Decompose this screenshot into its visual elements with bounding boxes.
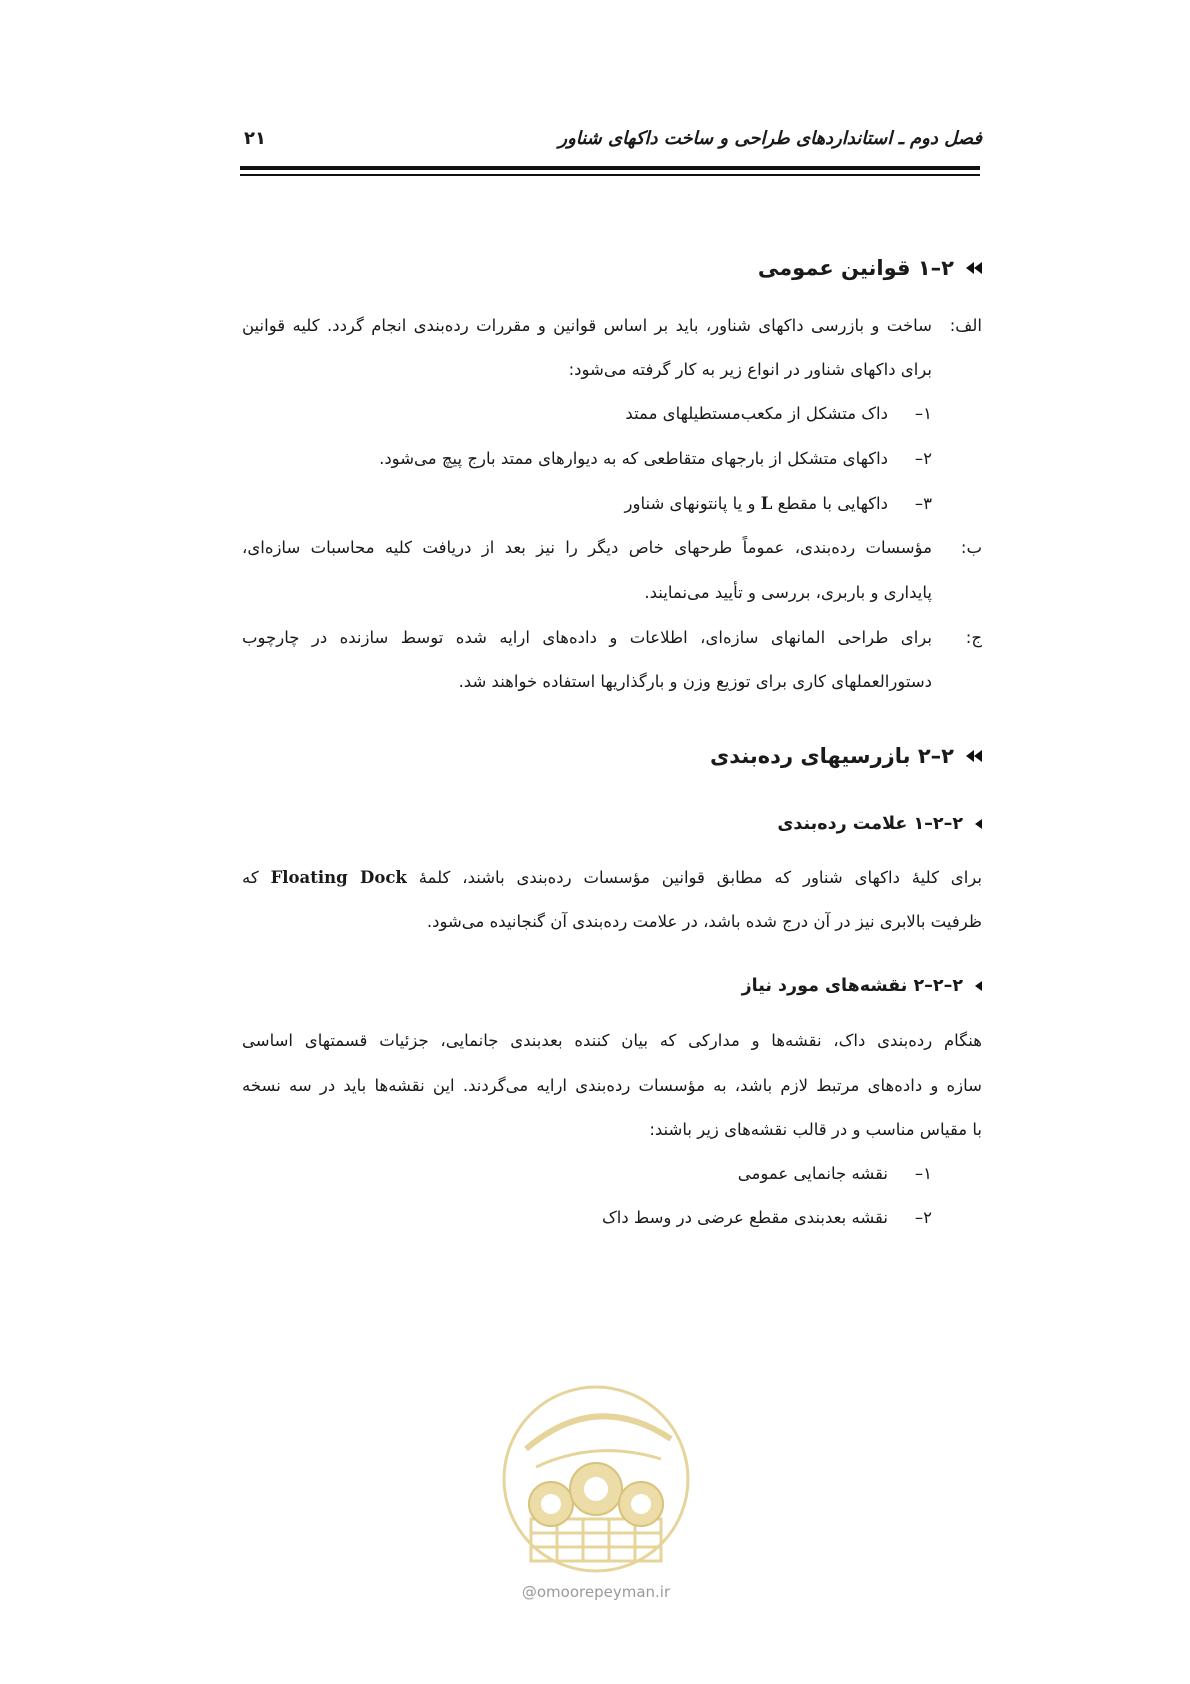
floating-dock-term: Floating Dock (270, 868, 407, 887)
running-head: فصل دوم ـ استانداردهای طراحی و ساخت داکهای شناور (558, 128, 982, 149)
sub1-text-before: برای کلیهٔ داکهای شناور که مطابق قوانین مؤسسات رده‌بندی باشند، کلمهٔ (418, 868, 982, 887)
item-a-line-2: برای داکهای شناور در انواع زیر به کار گرفته می‌شود: (568, 360, 932, 379)
list-item-3-latin: L (760, 494, 773, 513)
item-marker-b: ب: (960, 538, 982, 557)
list-item-1: نقشه جانمایی عمومی (737, 1164, 888, 1183)
subsection-title: ۲–۲–۲ نقشه‌های مورد نیاز (741, 976, 963, 996)
list-item-3 (625, 494, 888, 513)
sub2-line-3: با مقیاس مناسب و در قالب نقشه‌های زیر باشند: (649, 1120, 982, 1139)
header-rule-thin (240, 174, 980, 176)
double-arrow-bullet-icon (966, 262, 982, 274)
subsection-title: ۲–۲–۱ علامت رده‌بندی (777, 814, 963, 834)
header-rule-thick (240, 166, 980, 170)
sub2-line-1: هنگام رده‌بندی داک، نقشه‌ها و مدارکی که بیان کننده بعدبندی جانمایی، جزئیات قسمتهای اساسی (242, 1031, 982, 1050)
arrow-bullet-icon (975, 981, 982, 991)
item-marker-c: ج: (965, 628, 982, 647)
sub1-text-after: که (242, 868, 259, 887)
item-b-line-2: پایداری و باربری، بررسی و تأیید می‌نمایند. (644, 583, 932, 602)
list-num-2: ۲– (914, 1208, 932, 1227)
list-num-3: ۳– (914, 494, 932, 513)
sub1-line-1 (242, 868, 982, 887)
section-heading-class-inspections (710, 744, 982, 768)
page-number: ۲۱ (244, 128, 266, 149)
sub2-line-2: سازه و داده‌های مرتبط لازم باشد، به مؤسسات رده‌بندی ارایه می‌گردند. این نقشه‌ها باید در سه نسخه (242, 1076, 982, 1095)
subsection-heading-class-notation (777, 814, 982, 834)
section-title: ۲–۱ قوانین عمومی (757, 256, 954, 280)
list-item-3-text-before: داکهایی با مقطع (777, 494, 888, 513)
double-arrow-bullet-icon (966, 750, 982, 762)
item-c-line-2: دستورالعملهای کاری برای توزیع وزن و بارگذاریها استفاده خواهند شد. (458, 672, 932, 691)
subsection-heading-required-drawings (742, 976, 982, 996)
list-item-2: نقشه بعدبندی مقطع عرضی در وسط داک (601, 1208, 888, 1227)
item-marker-a: الف: (949, 316, 982, 335)
list-num-1: ۱– (914, 1164, 932, 1183)
item-a-line-1: ساخت و بازرسی داکهای شناور، باید بر اساس قوانین و مقررات رده‌بندی انجام گردد. کلیه قوانین (242, 316, 932, 335)
list-item-2: داکهای متشکل از بارجهای متقاطعی که به دیوارهای ممتد بارج پیچ می‌شود. (379, 449, 888, 468)
list-item-1: داک متشکل از مکعب‌مستطیلهای ممتد (625, 404, 888, 423)
list-num-2: ۲– (914, 449, 932, 468)
item-c-line-1: برای طراحی المانهای سازه‌ای، اطلاعات و داده‌های ارایه شده توسط سازنده در چارچوب (242, 628, 932, 647)
sub1-line-2: ظرفیت بالابری نیز در آن درج شده باشد، در علامت رده‌بندی آن گنجانیده می‌شود. (426, 912, 982, 931)
item-b-line-1: مؤسسات رده‌بندی، عموماً طرحهای خاص دیگر را نیز بعد از دریافت کلیه محاسبات سازه‌ای، (242, 538, 932, 557)
list-item-3-text-after: و یا پانتونهای شناور (624, 494, 756, 513)
arrow-bullet-icon (975, 819, 982, 829)
section-heading-general-rules (758, 256, 982, 280)
list-num-1: ۱– (914, 404, 932, 423)
watermark-logo (496, 1379, 696, 1579)
section-title: ۲–۲ بازرسیهای رده‌بندی (709, 744, 954, 768)
watermark-url: @omoorepeyman.ir (521, 1583, 671, 1601)
